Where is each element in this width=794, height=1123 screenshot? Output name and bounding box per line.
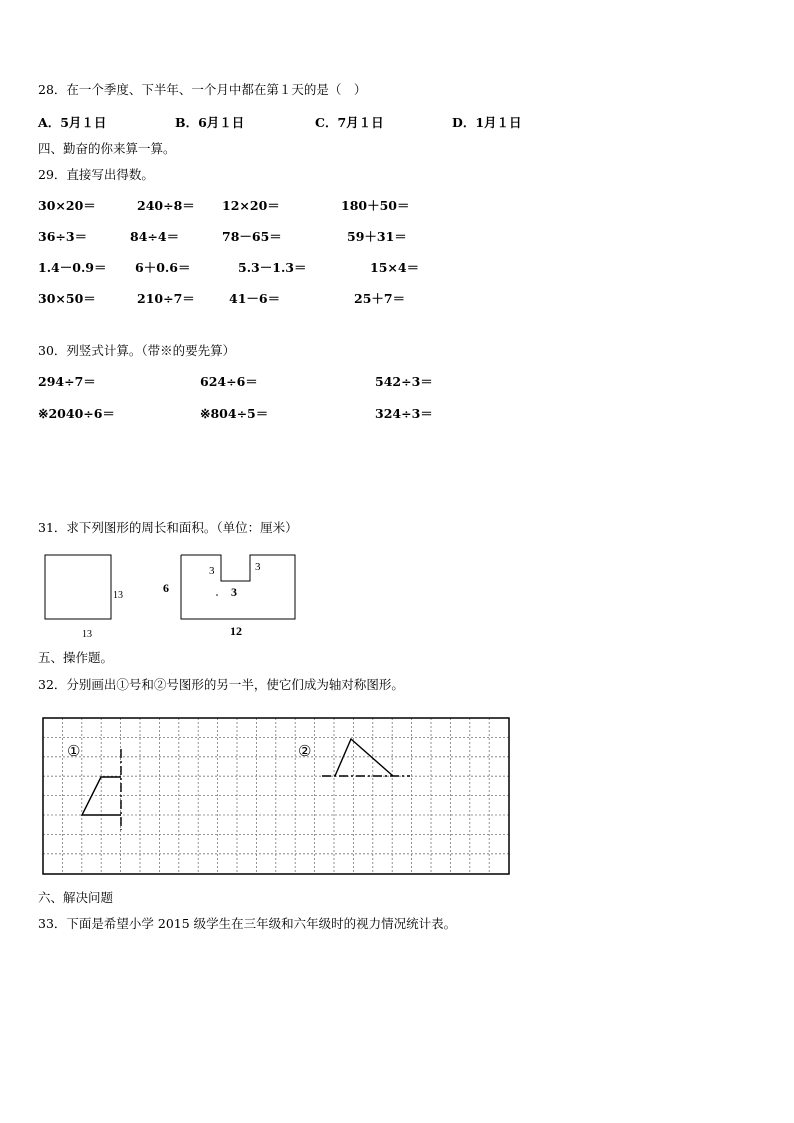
q31-figures [0,545,320,645]
figure-1-label: ① [67,744,81,760]
q29-item: 59＋31＝ [347,229,407,244]
q29-item: 78－65＝ [222,229,282,244]
q30-item: 324÷3＝ [375,406,433,421]
q33-stem: 33．下面是希望小学 2015 级学生在三年级和六年级时的视力情况统计表。 [38,916,457,931]
q30-item: 624÷6＝ [200,374,258,389]
notch-bottom-label: 3 [231,585,237,599]
q30-item: 294÷7＝ [38,374,96,389]
q29-item: 210÷7＝ [137,291,195,306]
notched-height-label: 6 [163,581,169,595]
square-side-label: 13 [113,590,123,601]
q29-item: 15×4＝ [370,260,420,275]
q30-item: 542÷3＝ [375,374,433,389]
dashed-grid [43,718,509,874]
square-shape [45,555,111,619]
q30-item: ※2040÷6＝ [38,406,115,421]
notch-right-label: 3 [255,561,261,573]
q30-stem: 30．列竖式计算。（带※的要先算） [38,343,236,358]
q29-stem: 29．直接写出得数。 [38,167,154,182]
notched-shape [181,555,295,619]
q28-option-a: A．5月１日 [38,115,107,130]
q29-item: 180＋50＝ [341,198,410,213]
q29-item: 1.4－0.9＝ [38,260,107,275]
section-heading-4: 四、勤奋的你来算一算。 [38,141,176,156]
q31-stem: 31．求下列图形的周长和面积。（单位：厘米） [38,520,298,535]
q29-item: 25＋7＝ [354,291,406,306]
q28-option-c: C．7月１日 [315,115,384,130]
section-heading-6: 六、解决问题 [38,890,114,905]
q29-item: 6＋0.6＝ [135,260,191,275]
q29-item: 84÷4＝ [130,229,180,244]
figure-2-half-shape [335,739,393,776]
q29-item: 30×50＝ [38,291,96,306]
figure-2-label: ② [298,744,312,760]
q29-item: 240÷8＝ [137,198,195,213]
notched-width-label: 12 [230,624,242,638]
q29-item: 5.3－1.3＝ [238,260,307,275]
q28-option-d: D．1月１日 [452,115,522,130]
q28-stem: 28．在一个季度、下半年、一个月中都在第１天的是（ ） [38,82,367,97]
q32-stem: 32．分别画出①号和②号图形的另一半，使它们成为轴对称图形。 [38,677,404,692]
notch-left-label: 3 [209,565,215,577]
q29-item: 41－6＝ [229,291,281,306]
section-heading-5: 五、操作题。 [38,650,114,665]
q32-grid-figure [0,705,520,880]
square-bottom-label: 13 [82,629,92,640]
stray-dot [216,594,218,596]
q29-item: 12×20＝ [222,198,280,213]
q30-item: ※804÷5＝ [200,406,269,421]
q28-option-b: B．6月１日 [175,115,245,130]
q29-item: 36÷3＝ [38,229,88,244]
q29-item: 30×20＝ [38,198,96,213]
